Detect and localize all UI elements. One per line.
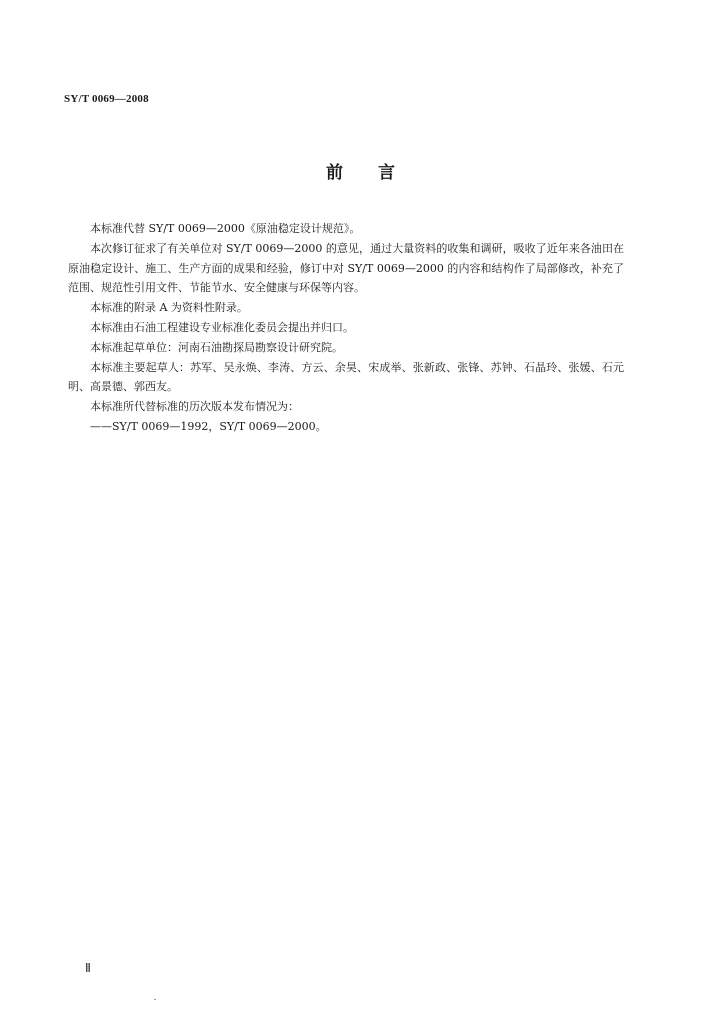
paragraph-history-intro: 本标准所代替标准的历次版本发布情况为： — [90, 400, 299, 414]
page-title — [0, 158, 722, 183]
paragraph-proposer: 本标准由石油工程建设专业标准化委员会提出并归口。 — [90, 320, 354, 334]
paragraph-drafters: 本标准主要起草人：苏军、吴永焕、李涛、方云、余昊、宋成举、张新政、张锋、苏钟、石晶玲、张媛、石元明、高景德、郭西友。 — [68, 360, 624, 394]
title-char-1: 前 — [326, 163, 344, 183]
paragraph-appendix: 本标准的附录 A 为资料性附录。 — [90, 301, 248, 315]
foreword-body — [68, 219, 624, 437]
paragraph-revision: 本次修订征求了有关单位对 SY/T 0069—2000 的意见，通过大量资料的收集和调研，吸收了近年来各油田在原油稳定设计、施工、生产方面的成果和经验，修订中对 SY/T 0069—2000 的内容和结构作了局部修改，补充了范围、规范性引用文件、节能节水、安全健康与环保等内容。 — [68, 241, 624, 295]
page-number: Ⅱ — [85, 961, 91, 975]
paragraph-history-versions: ——SY/T 0069—1992，SY/T 0069—2000。 — [90, 419, 327, 433]
paragraph-drafting-unit: 本标准起草单位：河南石油勘探局勘察设计研究院。 — [90, 340, 343, 354]
title-char-2: 言 — [378, 163, 396, 183]
paragraph-replaces: 本标准代替 SY/T 0069—2000《原油稳定设计规范》。 — [90, 222, 361, 235]
standard-code: SY/T 0069—2008 — [64, 93, 149, 105]
scan-speck — [154, 999, 156, 1000]
